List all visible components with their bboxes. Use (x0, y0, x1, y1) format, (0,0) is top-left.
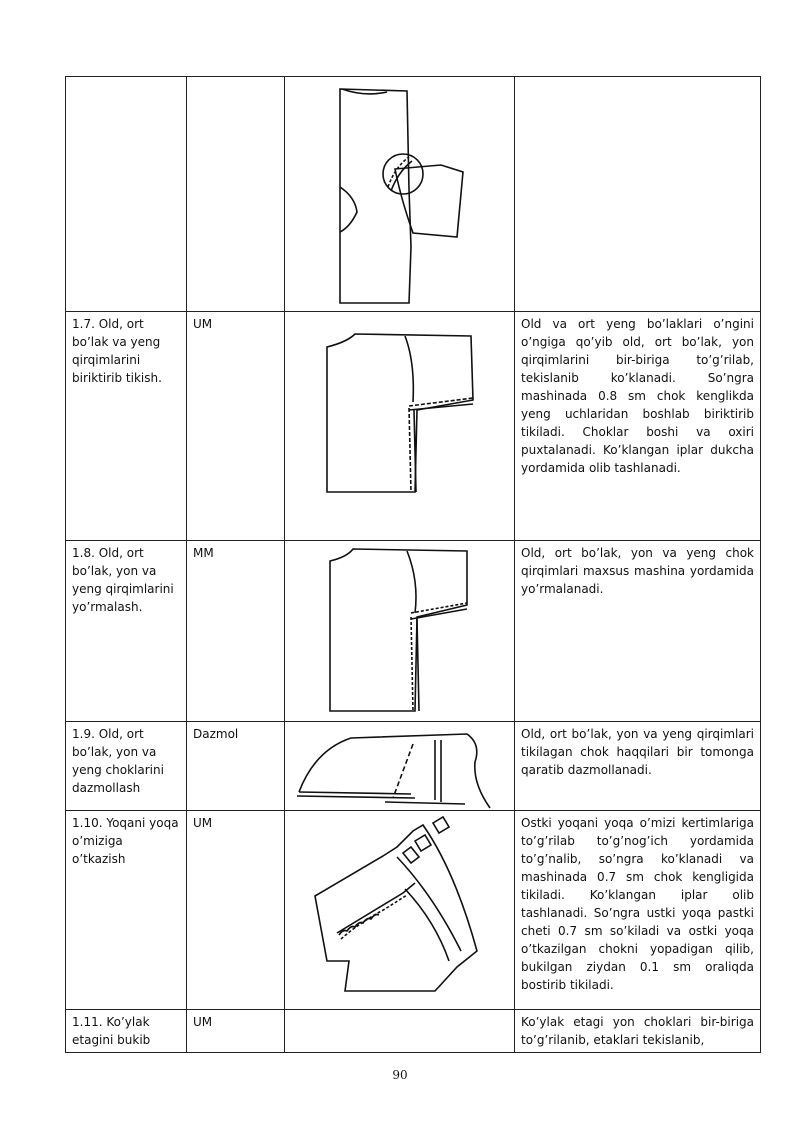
description-cell: Old va ort yeng bo’laklari o’ngini o’ngiga qo’yib old, ort bo’lak, yon qirqimlarini bir-biriga to’g’rilab, tekislanib ko’klanadi. So’ngra mashinada 0.8 sm chok kenglikda yeng uchlaridan boshlab biriktirib tikiladi. Choklar boshi va oxiri puxtalanadi. Ko’klangan iplar dukcha yordamida olib tashlanadi. (515, 312, 761, 541)
operation-name-cell (66, 77, 187, 312)
pressing-drawing (285, 722, 514, 810)
table-row (66, 1010, 761, 1053)
table-row (66, 312, 761, 541)
operation-name-cell: 1.8. Old, ort bo’lak, yon va yeng qirqimlarini yo’rmalash. (66, 541, 187, 722)
description-cell: Ostki yoqani yoqa o’mizi kertimlariga to’g’rilab to’g’nog’ich yordamida to’g’nalib, so’ngra ko’klanadi va mashinada 0.7 sm chok kengligida tikiladi. Ko’klangan iplar olib tashlanadi. So’ngra ustki yoqa pastki cheti 0.7 sm so’kiladi va ostki yoqa o’tkazilgan chokni yopadigan qilib, bukilgan ziydan 0.1 sm oraliqda bostirib tikiladi. (515, 811, 761, 1010)
description-cell: Ko’ylak etagi yon choklari bir-biriga to’g’rilanib, etaklari tekislanib, (515, 1010, 761, 1053)
operation-name-cell: 1.7. Old, ort bo’lak va yeng qirqimlarini biriktirib tikish. (66, 312, 187, 541)
collar-attachment-drawing (285, 811, 514, 1009)
equipment-cell: MM (187, 541, 285, 722)
page-number: 90 (392, 1068, 408, 1082)
equipment-cell: UM (187, 811, 285, 1010)
overlock-drawing (285, 541, 514, 721)
figure-cell (285, 312, 515, 541)
figure-cell (285, 722, 515, 811)
side-seam-sewing-drawing (285, 312, 514, 540)
description-cell (515, 77, 761, 312)
equipment-cell: Dazmol (187, 722, 285, 811)
figure-cell (285, 541, 515, 722)
figure-cell (285, 811, 515, 1010)
operation-name-cell: 1.10. Yoqani yoqa o’miziga o’tkazish (66, 811, 187, 1010)
description-cell: Old, ort bo’lak, yon va yeng chok qirqimlari maxsus mashina yordamida yo’rmalanadi. (515, 541, 761, 722)
equipment-cell (187, 77, 285, 312)
equipment-cell: UM (187, 312, 285, 541)
operation-name-cell: 1.11. Ko’ylak etagini bukib (66, 1010, 187, 1053)
equipment-cell: UM (187, 1010, 285, 1053)
figure-cell (285, 1010, 515, 1053)
sleeve-attachment-drawing (285, 77, 514, 311)
table-row (66, 77, 761, 312)
table-row (66, 541, 761, 722)
table-row (66, 811, 761, 1010)
table-row (66, 722, 761, 811)
operation-name-cell: 1.9. Old, ort bo’lak, yon va yeng choklarini dazmollash (66, 722, 187, 811)
description-cell: Old, ort bo’lak, yon va yeng qirqimlari tikilagan chok haqqilari bir tomonga qaratib dazmollanadi. (515, 722, 761, 811)
operations-table (65, 76, 761, 1053)
figure-cell (285, 77, 515, 312)
